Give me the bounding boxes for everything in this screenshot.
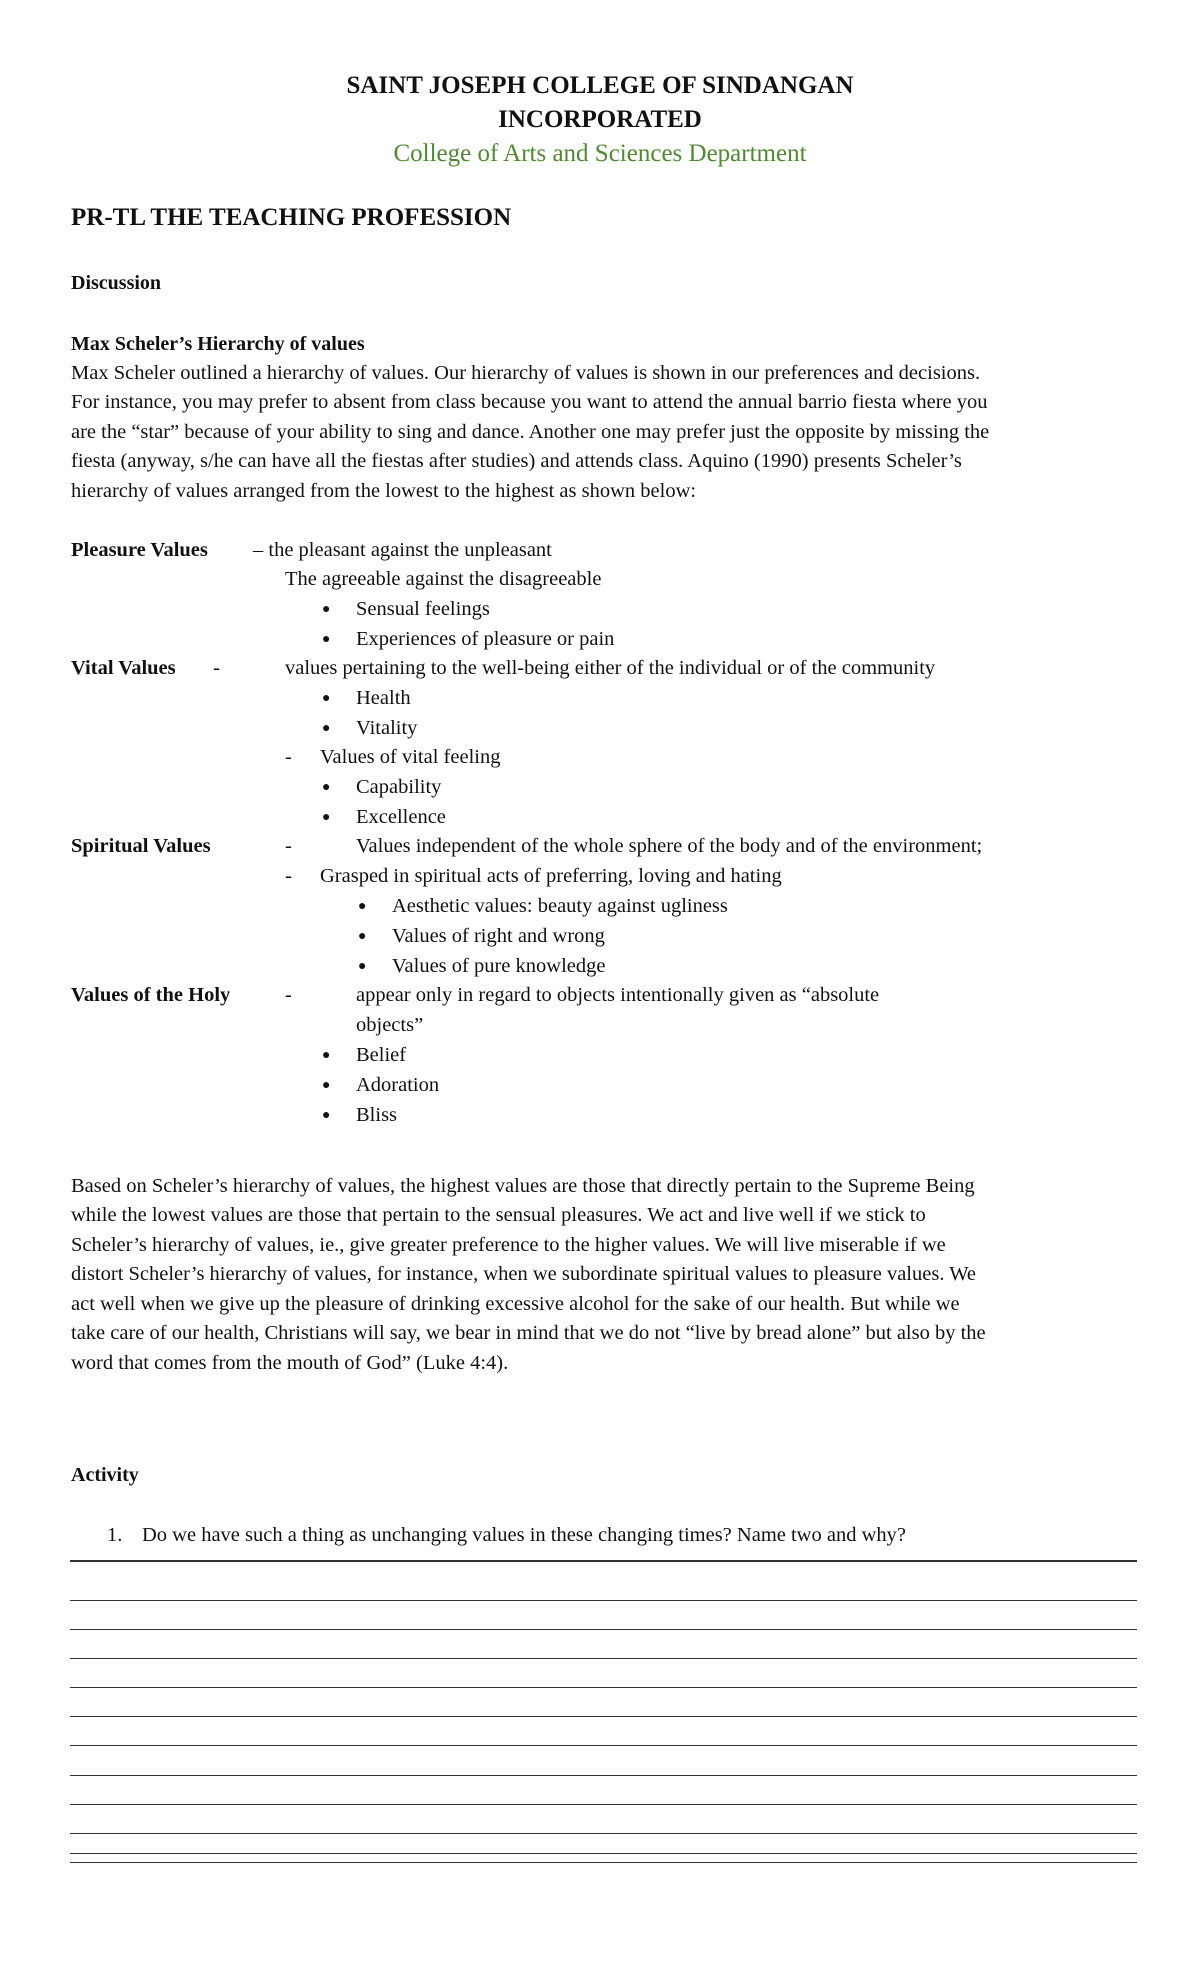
- holy-values-desc-cont: objects”: [356, 1014, 424, 1036]
- institution-name: SAINT JOSEPH COLLEGE OF SINDANGAN: [346, 72, 854, 99]
- list-item: Adoration: [356, 1074, 440, 1096]
- vital-values-desc: values pertaining to the well-being either of the individual or of the community: [285, 657, 936, 679]
- bullet-icon: ●: [322, 632, 331, 647]
- bullet-icon: ●: [358, 929, 367, 944]
- list-item: Health: [356, 687, 411, 709]
- bullet-icon: ●: [322, 1048, 331, 1063]
- list-item: Values of pure knowledge: [392, 955, 606, 977]
- bullet-icon: ●: [322, 1078, 331, 1093]
- intro-line: hierarchy of values arranged from the lowest to the highest as shown below:: [71, 480, 697, 502]
- answer-line[interactable]: [70, 1862, 1137, 1863]
- intro-line: Max Scheler outlined a hierarchy of values. Our hierarchy of values is shown in our preferences and decisions.: [71, 362, 981, 384]
- list-item: Excellence: [356, 806, 446, 828]
- discussion-heading: Discussion: [71, 272, 162, 294]
- conclusion-line: while the lowest values are those that pertain to the sensual pleasures. We act and live well if we stick to: [71, 1204, 926, 1226]
- pleasure-values-label: Pleasure Values: [71, 539, 208, 561]
- answer-line[interactable]: [70, 1804, 1137, 1805]
- answer-line[interactable]: [70, 1629, 1137, 1630]
- conclusion-line: word that comes from the mouth of God” (Luke 4:4).: [71, 1352, 509, 1374]
- conclusion-line: act well when we give up the pleasure of drinking excessive alcohol for the sake of our health. But while we: [71, 1293, 960, 1315]
- spiritual-values-desc: Values independent of the whole sphere of the body and of the environment;: [356, 835, 983, 857]
- intro-line: For instance, you may prefer to absent from class because you want to attend the annual barrio fiesta where you: [71, 391, 988, 413]
- bullet-icon: ●: [322, 602, 331, 617]
- pleasure-values-desc: – the pleasant against the unpleasant: [253, 539, 552, 561]
- answer-line[interactable]: [70, 1833, 1137, 1834]
- department-name: College of Arts and Sciences Department: [393, 140, 807, 167]
- course-title: PR-TL THE TEACHING PROFESSION: [71, 204, 512, 231]
- list-item: Bliss: [356, 1104, 398, 1126]
- conclusion-line: Scheler’s hierarchy of values, ie., give greater preference to the higher values. We will live miserable if we: [71, 1234, 946, 1256]
- list-item: Values of right and wrong: [392, 925, 605, 947]
- answer-line[interactable]: [70, 1687, 1137, 1688]
- intro-line: fiesta (anyway, s/he can have all the fiestas after studies) and attends class. Aquino (1990) presents Scheler’s: [71, 450, 962, 472]
- answer-line[interactable]: [70, 1600, 1137, 1601]
- list-item: Sensual feelings: [356, 598, 490, 620]
- conclusion-line: take care of our health, Christians will say, we bear in mind that we do not “live by bread alone” but also by the: [71, 1322, 986, 1344]
- answer-line[interactable]: [70, 1775, 1137, 1776]
- bullet-icon: ●: [322, 810, 331, 825]
- question-text: Do we have such a thing as unchanging values in these changing times? Name two and why?: [142, 1524, 906, 1546]
- list-item: Experiences of pleasure or pain: [356, 628, 615, 650]
- vital-values-label: Vital Values: [71, 657, 176, 679]
- bullet-icon: ●: [358, 899, 367, 914]
- dash-icon: -: [213, 657, 220, 679]
- list-item: Capability: [356, 776, 442, 798]
- answer-line[interactable]: [70, 1716, 1137, 1717]
- pleasure-values-sub: The agreeable against the disagreeable: [285, 568, 602, 590]
- holy-values-label: Values of the Holy: [71, 984, 231, 1006]
- vital-values-sub: Values of vital feeling: [320, 746, 501, 768]
- bullet-icon: ●: [322, 721, 331, 736]
- dash-icon: -: [285, 746, 292, 768]
- answer-line[interactable]: [70, 1745, 1137, 1746]
- bullet-icon: ●: [322, 1108, 331, 1123]
- section-subheading: Max Scheler’s Hierarchy of values: [71, 333, 365, 355]
- list-item: Vitality: [356, 717, 418, 739]
- conclusion-line: distort Scheler’s hierarchy of values, for instance, when we subordinate spiritual values to pleasure values. We: [71, 1263, 977, 1285]
- holy-values-desc: appear only in regard to objects intentionally given as “absolute: [356, 984, 880, 1006]
- activity-heading: Activity: [71, 1464, 139, 1486]
- dash-icon: -: [285, 835, 292, 857]
- institution-suffix: INCORPORATED: [498, 106, 702, 133]
- answer-line[interactable]: [70, 1560, 1137, 1562]
- conclusion-line: Based on Scheler’s hierarchy of values, the highest values are those that directly pertain to the Supreme Being: [71, 1175, 975, 1197]
- list-item: Aesthetic values: beauty against ugliness: [392, 895, 728, 917]
- question-number: 1.: [107, 1524, 123, 1546]
- spiritual-values-label: Spiritual Values: [71, 835, 211, 857]
- bullet-icon: ●: [358, 959, 367, 974]
- intro-line: are the “star” because of your ability to sing and dance. Another one may prefer just the opposite by missing the: [71, 421, 990, 443]
- dash-icon: -: [285, 865, 292, 887]
- spiritual-values-sub: Grasped in spiritual acts of preferring, loving and hating: [320, 865, 782, 887]
- list-item: Belief: [356, 1044, 407, 1066]
- answer-line[interactable]: [70, 1658, 1137, 1659]
- bullet-icon: ●: [322, 780, 331, 795]
- dash-icon: -: [285, 984, 292, 1006]
- answer-line[interactable]: [70, 1853, 1137, 1854]
- bullet-icon: ●: [322, 691, 331, 706]
